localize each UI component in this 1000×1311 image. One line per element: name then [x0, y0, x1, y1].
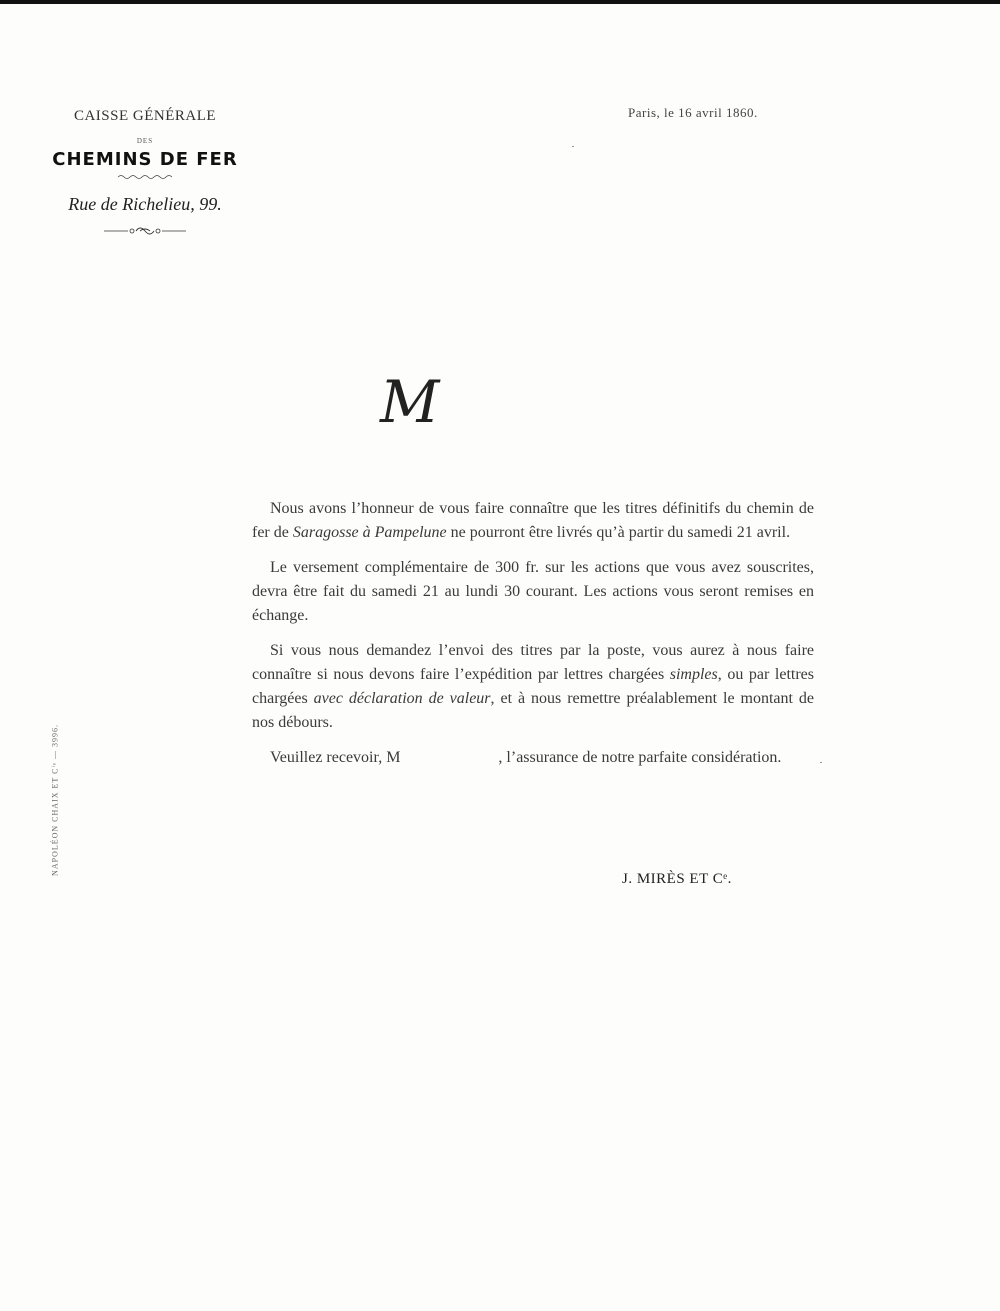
letterhead-des: DES — [136, 137, 154, 145]
paragraph-3 — [252, 639, 814, 735]
ornament-icon — [102, 225, 188, 237]
paragraph-1 — [252, 497, 814, 545]
letterhead-company: CAISSE GÉNÉRALE — [73, 108, 217, 124]
p3-mid: , ou par lettres chargées — [252, 666, 815, 707]
p3-post: , et à nous remettre préalablement le montant de nos débours. — [252, 690, 815, 731]
wave-divider-icon — [118, 174, 172, 180]
p1-post: ne pourront être livrés qu’à partir du samedi 21 avril. — [446, 524, 791, 541]
letterhead-title: CHEMINS DE FER — [52, 149, 238, 170]
paragraph-2: Le versement complémentaire de 300 fr. sur les actions que vous avez souscrites, devra être fait du samedi 21 au lundi 30 courant. Les actions vous seront remises en échange. — [252, 559, 814, 624]
paragraph-4 — [252, 746, 814, 770]
salutation: M — [380, 368, 440, 436]
printer-mark: NAPOLÉON CHAIX ET Cⁱᵉ — 3996. — [50, 724, 60, 876]
letterhead-address: Rue de Richelieu, 99. — [68, 194, 222, 214]
paper-speck — [820, 762, 822, 763]
p1-italic: Saragosse à Pampelune — [292, 524, 447, 541]
p3-pre: Si vous nous demandez l’envoi des titres par la poste, vous aurez à nous faire connaître si nous devons faire l’expédition par lettres chargées — [252, 642, 814, 683]
paper-speck — [572, 146, 574, 147]
p4-post: , l’assurance de notre parfaite considération. — [498, 749, 782, 766]
p3-italic-1: simples — [669, 666, 718, 683]
signature: J. MIRÈS ET Cᵉ. — [622, 871, 732, 887]
letter-date: Paris, le 16 avril 1860. — [628, 105, 758, 120]
p1-pre: Nous avons l’honneur de vous faire connaître que les titres définitifs du chemin de fer de — [252, 500, 814, 541]
top-border — [0, 0, 1000, 4]
p3-italic-2: avec déclaration de valeur — [313, 690, 491, 707]
p4-pre: Veuillez recevoir, M — [270, 749, 401, 766]
letter-body — [252, 497, 814, 781]
letterhead — [40, 108, 250, 237]
